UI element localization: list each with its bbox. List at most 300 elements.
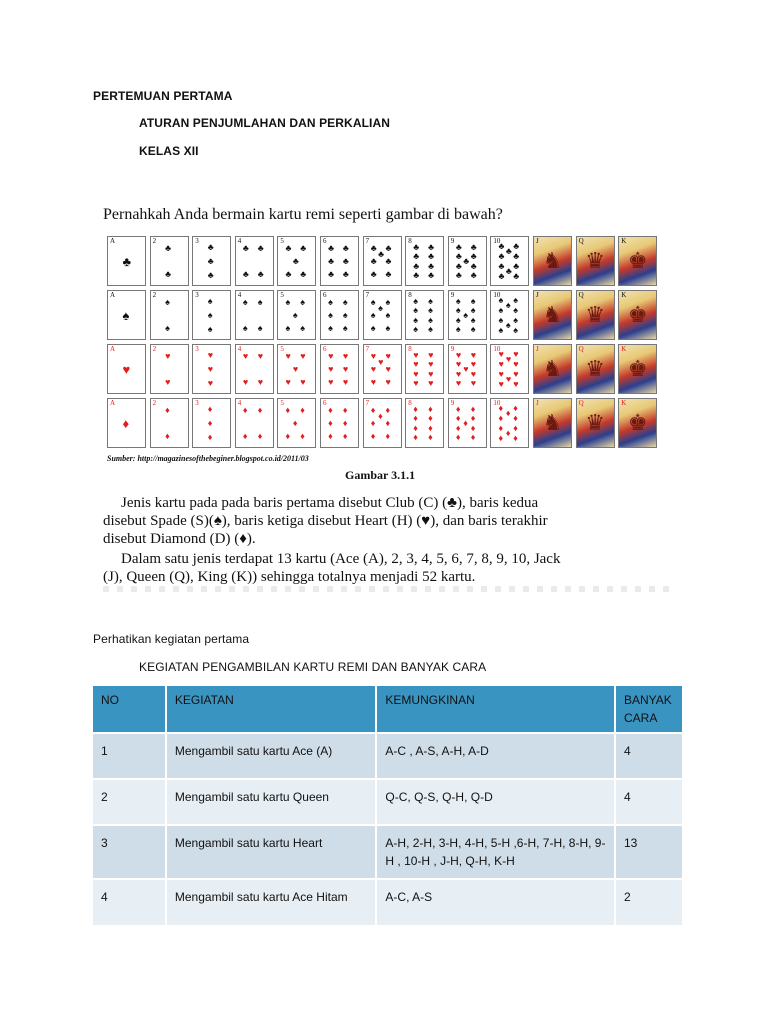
cell-kegiatan: Mengambil satu kartu Ace (A) — [166, 733, 377, 779]
suit-pip-icon: ♥ — [428, 359, 434, 370]
playing-card — [277, 398, 316, 448]
suit-pip-icon: ♦ — [342, 418, 348, 428]
suit-pip-icon: ♦ — [455, 432, 461, 443]
suit-pip-icon: ♦ — [300, 404, 305, 415]
suit-pip-icon: ♦ — [385, 418, 391, 428]
suit-pip-icon: ♠ — [413, 295, 419, 306]
figure-source: Sumber: http://magazinesofthebeginer.blogspot.co.id/2011/03 — [107, 454, 309, 463]
suit-pip-icon: ♦ — [370, 404, 376, 415]
face-card-icon: ♞ — [542, 356, 563, 381]
figure-caption: Gambar 3.1.1 — [345, 468, 416, 482]
card-rank: 8 — [408, 237, 412, 245]
suit-pip-icon: ♥ — [470, 378, 477, 389]
suit-pip-icon: ♦ — [165, 404, 170, 415]
cell-banyak-cara: 2 — [615, 879, 683, 925]
suit-pip-icon: ♥ — [207, 364, 214, 374]
suit-pip-icon: ♠ — [257, 296, 263, 307]
suit-pip-icon: ♥ — [285, 350, 291, 361]
suit-pip-icon: ♣ — [285, 242, 292, 253]
card-rank: 5 — [280, 237, 284, 245]
suit-pip-icon: ♣ — [513, 260, 520, 271]
cell-no: 4 — [93, 879, 166, 925]
suit-pip-icon: ♥ — [300, 377, 306, 388]
suit-pip-icon: ♦ — [207, 432, 213, 443]
suit-pip-icon: ♥ — [165, 377, 171, 388]
suit-pip-icon: ♣ — [428, 260, 434, 271]
playing-card — [576, 398, 615, 448]
suit-pip-icon: ♠ — [498, 305, 504, 316]
figure-paragraph-line: disebut Diamond (D) (♦). — [103, 531, 256, 547]
suit-pip-icon: ♣ — [370, 269, 377, 280]
suit-pip-icon: ♣ — [455, 251, 462, 262]
suit-pip-icon: ♥ — [370, 364, 377, 374]
playing-card — [107, 398, 146, 448]
suit-pip-icon: ♦ — [342, 431, 348, 442]
cell-kemungkinan: A-H, 2-H, 3-H, 4-H, 5-H ,6-H, 7-H, 8-H, 9-H , 10-H , J-H, Q-H, K-H — [376, 825, 615, 879]
card-rank: 5 — [280, 399, 284, 407]
suit-pip-icon: ♣ — [428, 241, 434, 252]
suit-pip-icon: ♠ — [505, 300, 511, 311]
card-rank: 2 — [152, 345, 157, 353]
suit-pip-icon: ♥ — [342, 350, 349, 361]
suit-pip-icon: ♥ — [455, 349, 462, 360]
card-figure — [103, 198, 669, 592]
suit-pip-icon: ♦ — [470, 403, 476, 414]
suit-pip-icon: ♦ — [413, 422, 418, 433]
suit-pip-icon: ♠ — [242, 323, 248, 334]
suit-pip-icon: ♣ — [378, 249, 384, 260]
card-rank: 4 — [237, 345, 242, 353]
suit-pip-icon: ♥ — [413, 368, 419, 379]
card-rank: J — [536, 237, 539, 245]
suit-pip-icon: ♥ — [292, 364, 299, 374]
cell-no: 3 — [93, 825, 166, 879]
card-rank: K — [621, 345, 627, 353]
playing-card — [448, 236, 487, 286]
header-kemungkinan: KEMUNGKINAN — [376, 686, 615, 733]
suit-pip-icon: ♠ — [428, 305, 433, 316]
suit-pip-icon: ♣ — [122, 254, 132, 269]
suit-pip-icon: ♥ — [428, 349, 434, 360]
card-rank: K — [621, 399, 627, 407]
suit-pip-icon: ♠ — [413, 305, 419, 316]
suit-pip-icon: ♣ — [470, 260, 477, 271]
suit-pip-icon: ♠ — [165, 323, 170, 334]
card-rank: Q — [578, 237, 584, 245]
playing-card — [618, 236, 657, 286]
suit-pip-icon: ♦ — [498, 433, 504, 444]
suit-pip-icon: ♥ — [165, 350, 171, 361]
card-rank: 6 — [323, 291, 327, 299]
suit-pip-icon: ♣ — [428, 270, 434, 281]
suit-pip-icon: ♣ — [370, 256, 377, 266]
suit-pip-icon: ♣ — [285, 269, 292, 280]
suit-pip-icon: ♠ — [257, 323, 263, 334]
playing-card — [192, 344, 231, 394]
suit-pip-icon: ♥ — [207, 378, 214, 389]
suit-pip-icon: ♠ — [470, 295, 476, 306]
card-rank: A — [110, 345, 116, 353]
card-rank: 8 — [408, 291, 412, 299]
card-rank: J — [536, 399, 539, 407]
suit-pip-icon: ♣ — [207, 256, 214, 266]
suit-pip-icon: ♦ — [463, 418, 468, 428]
instruction-text: Perhatikan kegiatan pertama — [93, 632, 250, 646]
suit-pip-icon: ♣ — [498, 251, 505, 262]
suit-pip-icon: ♠ — [413, 324, 419, 335]
suit-pip-icon: ♠ — [285, 323, 291, 334]
suit-pip-icon: ♦ — [328, 431, 333, 442]
suit-pip-icon: ♣ — [370, 242, 377, 253]
suit-pip-icon: ♠ — [513, 305, 519, 316]
cell-banyak-cara: 4 — [615, 733, 683, 779]
suit-pip-icon: ♣ — [292, 256, 299, 266]
playing-card — [150, 344, 189, 394]
suit-pip-icon: ♠ — [428, 295, 433, 306]
suit-pip-icon: ♣ — [300, 269, 307, 280]
cell-kemungkinan: A-C , A-S, A-H, A-D — [376, 733, 615, 779]
suit-pip-icon: ♥ — [463, 364, 469, 374]
suit-pip-icon: ♣ — [463, 256, 470, 266]
header-kegiatan: KEGIATAN — [166, 686, 377, 733]
playing-card — [533, 290, 572, 340]
suit-pip-icon: ♦ — [498, 413, 504, 424]
suit-pip-icon: ♠ — [378, 303, 383, 314]
suit-pip-icon: ♣ — [242, 242, 249, 253]
figure-paragraph-line: (J), Queen (Q), King (K)) sehingga totalnya menjadi 52 kartu. — [103, 569, 476, 585]
suit-pip-icon: ♦ — [285, 431, 291, 442]
suit-pip-icon: ♦ — [370, 418, 376, 428]
suit-pip-icon: ♠ — [385, 310, 391, 320]
playing-card — [150, 290, 189, 340]
header-banyak-cara: BANYAK CARA — [615, 686, 683, 733]
suit-pip-icon: ♠ — [207, 324, 213, 335]
playing-card — [576, 236, 615, 286]
suit-pip-icon: ♥ — [257, 377, 264, 388]
playing-card — [618, 290, 657, 340]
header-no: NO — [93, 686, 166, 733]
suit-pip-icon: ♦ — [257, 431, 263, 442]
card-rank: 2 — [152, 237, 157, 245]
suit-pip-icon: ♣ — [470, 270, 477, 281]
playing-card — [405, 236, 444, 286]
suit-pip-icon: ♣ — [207, 270, 214, 281]
suit-pip-icon: ♣ — [328, 269, 334, 280]
playing-card — [533, 344, 572, 394]
playing-card — [235, 290, 274, 340]
suit-pip-icon: ♣ — [455, 270, 462, 281]
suit-pip-icon: ♦ — [513, 413, 518, 424]
suit-pip-icon: ♣ — [513, 251, 520, 262]
suit-pip-icon: ♥ — [257, 350, 264, 361]
suit-pip-icon: ♦ — [513, 402, 518, 413]
card-rank: 3 — [195, 291, 199, 299]
card-rank: 2 — [152, 399, 157, 407]
playing-card — [363, 344, 402, 394]
suit-pip-icon: ♣ — [300, 242, 307, 253]
suit-pip-icon: ♦ — [413, 432, 418, 443]
suit-pip-icon: ♦ — [207, 418, 213, 428]
suit-pip-icon: ♣ — [513, 240, 520, 251]
suit-pip-icon: ♦ — [328, 418, 333, 428]
card-row — [107, 398, 661, 448]
suit-pip-icon: ♦ — [165, 431, 170, 442]
suit-pip-icon: ♦ — [505, 427, 511, 438]
playing-card — [490, 290, 529, 340]
card-rank: 6 — [323, 345, 327, 353]
card-rank: 9 — [450, 237, 455, 245]
suit-pip-icon: ♠ — [498, 325, 504, 336]
suit-pip-icon: ♣ — [413, 270, 420, 281]
suit-pip-icon: ♥ — [370, 350, 377, 361]
suit-pip-icon: ♠ — [242, 296, 248, 307]
suit-pip-icon: ♥ — [455, 368, 462, 379]
suit-pip-icon: ♠ — [470, 305, 476, 316]
suit-pip-icon: ♣ — [165, 242, 171, 253]
suit-pip-icon: ♣ — [328, 242, 334, 253]
cell-no: 2 — [93, 779, 166, 825]
suit-pip-icon: ♥ — [498, 359, 504, 370]
suit-pip-icon: ♣ — [513, 271, 520, 282]
suit-pip-icon: ♣ — [498, 240, 505, 251]
suit-pip-icon: ♠ — [455, 324, 461, 335]
card-rank: 2 — [152, 291, 157, 299]
cell-banyak-cara: 13 — [615, 825, 683, 879]
suit-pip-icon: ♦ — [428, 422, 433, 433]
card-rank: 10 — [493, 291, 501, 299]
playing-card — [618, 398, 657, 448]
suit-pip-icon: ♥ — [505, 373, 512, 384]
suit-pip-icon: ♠ — [505, 319, 511, 330]
suit-pip-icon: ♦ — [370, 431, 376, 442]
suit-pip-icon: ♣ — [257, 242, 264, 253]
card-rank: 5 — [280, 345, 284, 353]
heading-class: KELAS XII — [139, 144, 199, 158]
card-rank: 7 — [365, 237, 370, 245]
playing-card — [277, 344, 316, 394]
suit-pip-icon: ♦ — [498, 422, 504, 433]
suit-pip-icon: ♦ — [122, 416, 130, 431]
heading-pertemuan: PERTEMUAN PERTAMA — [93, 89, 233, 103]
suit-pip-icon: ♦ — [378, 411, 383, 422]
suit-pip-icon: ♠ — [455, 305, 461, 316]
card-rank: J — [536, 291, 539, 299]
suit-pip-icon: ♦ — [470, 413, 476, 424]
card-rank: A — [110, 291, 116, 299]
playing-card — [405, 290, 444, 340]
suit-pip-icon: ♣ — [342, 256, 349, 266]
figure-paragraph-line: Jenis kartu pada pada baris pertama disebut Club (C) (♣), baris kedua — [121, 495, 539, 511]
playing-card — [533, 398, 572, 448]
suit-pip-icon: ♠ — [470, 324, 476, 335]
card-rank: J — [536, 345, 539, 353]
playing-card — [576, 344, 615, 394]
playing-card — [448, 344, 487, 394]
suit-pip-icon: ♠ — [513, 314, 519, 325]
card-rank: Q — [578, 291, 584, 299]
suit-pip-icon: ♥ — [505, 354, 512, 365]
suit-pip-icon: ♦ — [328, 404, 333, 415]
card-rank: 10 — [493, 237, 501, 245]
suit-pip-icon: ♦ — [242, 431, 248, 442]
face-card-icon: ♚ — [627, 410, 648, 435]
card-rank: 9 — [450, 291, 455, 299]
suit-pip-icon: ♥ — [470, 359, 477, 370]
suit-pip-icon: ♠ — [463, 310, 469, 320]
card-rank: K — [621, 237, 627, 245]
playing-card — [363, 236, 402, 286]
suit-pip-icon: ♦ — [470, 432, 476, 443]
suit-pip-icon: ♣ — [257, 269, 264, 280]
suit-pip-icon: ♣ — [455, 260, 462, 271]
suit-pip-icon: ♠ — [165, 296, 170, 307]
card-rank: A — [110, 399, 116, 407]
card-rank: Q — [578, 345, 584, 353]
suit-pip-icon: ♣ — [413, 241, 420, 252]
suit-pip-icon: ♥ — [385, 350, 391, 361]
suit-pip-icon: ♠ — [207, 295, 213, 306]
suit-pip-icon: ♥ — [207, 349, 214, 360]
suit-pip-icon: ♣ — [505, 265, 512, 276]
playing-card — [277, 290, 316, 340]
table-row — [93, 879, 683, 925]
suit-pip-icon: ♠ — [455, 314, 461, 325]
suit-pip-icon: ♣ — [165, 269, 171, 280]
suit-pip-icon: ♦ — [498, 402, 504, 413]
suit-pip-icon: ♥ — [413, 359, 419, 370]
suit-pip-icon: ♦ — [455, 403, 461, 414]
card-rank: 8 — [408, 399, 412, 407]
suit-pip-icon: ♠ — [413, 314, 419, 325]
suit-pip-icon: ♥ — [455, 359, 462, 370]
card-rank: 5 — [280, 291, 284, 299]
suit-pip-icon: ♣ — [385, 269, 392, 280]
playing-card — [405, 398, 444, 448]
suit-pip-icon: ♥ — [513, 368, 519, 379]
suit-pip-icon: ♠ — [370, 310, 376, 320]
heading-topic: ATURAN PENJUMLAHAN DAN PERKALIAN — [139, 116, 390, 130]
playing-card — [235, 398, 274, 448]
suit-pip-icon: ♣ — [455, 241, 462, 252]
card-rank: 9 — [450, 399, 455, 407]
playing-card — [490, 344, 529, 394]
card-rank: 6 — [323, 399, 327, 407]
suit-pip-icon: ♥ — [455, 378, 462, 389]
playing-card — [192, 236, 231, 286]
suit-pip-icon: ♠ — [285, 296, 291, 307]
playing-card — [448, 290, 487, 340]
playing-card — [533, 236, 572, 286]
card-rank: 4 — [237, 237, 242, 245]
suit-pip-icon: ♠ — [513, 294, 519, 305]
table-header-row — [93, 686, 683, 733]
card-rank: 8 — [408, 345, 412, 353]
playing-card — [192, 290, 231, 340]
face-card-icon: ♚ — [627, 302, 648, 327]
figure-cut-edge — [103, 586, 669, 592]
suit-pip-icon: ♥ — [385, 364, 391, 374]
suit-pip-icon: ♠ — [370, 323, 376, 334]
suit-pip-icon: ♦ — [300, 431, 305, 442]
face-card-icon: ♞ — [542, 248, 563, 273]
card-rank: Q — [578, 399, 584, 407]
suit-pip-icon: ♥ — [413, 378, 419, 389]
suit-pip-icon: ♥ — [470, 368, 477, 379]
suit-pip-icon: ♣ — [328, 256, 334, 266]
suit-pip-icon: ♠ — [328, 323, 333, 334]
suit-pip-icon: ♦ — [285, 404, 291, 415]
suit-pip-icon: ♣ — [413, 251, 420, 262]
suit-pip-icon: ♥ — [242, 350, 249, 361]
card-rank: 10 — [493, 345, 501, 353]
playing-card — [490, 236, 529, 286]
card-rank: 7 — [365, 345, 370, 353]
suit-pip-icon: ♦ — [505, 408, 511, 419]
cell-kegiatan: Mengambil satu kartu Ace Hitam — [166, 879, 377, 925]
suit-pip-icon: ♣ — [207, 241, 214, 252]
suit-pip-icon: ♥ — [328, 364, 334, 374]
suit-pip-icon: ♦ — [428, 403, 433, 414]
suit-pip-icon: ♦ — [455, 413, 461, 424]
card-row — [107, 236, 661, 286]
suit-pip-icon: ♥ — [470, 349, 477, 360]
suit-pip-icon: ♣ — [498, 271, 505, 282]
face-card-icon: ♛ — [585, 410, 605, 435]
playing-card — [490, 398, 529, 448]
suit-pip-icon: ♣ — [413, 260, 420, 271]
suit-pip-icon: ♦ — [413, 403, 418, 414]
playing-card — [320, 290, 359, 340]
card-rank: 4 — [237, 291, 242, 299]
suit-pip-icon: ♦ — [428, 432, 433, 443]
suit-pip-icon: ♥ — [370, 377, 377, 388]
suit-pip-icon: ♠ — [342, 323, 348, 334]
suit-pip-icon: ♠ — [342, 310, 348, 320]
suit-pip-icon: ♥ — [242, 377, 249, 388]
suit-pip-icon: ♥ — [342, 377, 349, 388]
suit-pip-icon: ♠ — [498, 314, 504, 325]
figure-paragraph-line: Dalam satu jenis terdapat 13 kartu (Ace (A), 2, 3, 4, 5, 6, 7, 8, 9, 10, Jack — [121, 551, 561, 567]
playing-card — [107, 290, 146, 340]
face-card-icon: ♞ — [542, 302, 563, 327]
playing-card — [576, 290, 615, 340]
suit-pip-icon: ♣ — [385, 242, 392, 253]
playing-card — [320, 398, 359, 448]
table-row — [93, 779, 683, 825]
suit-pip-icon: ♦ — [470, 422, 476, 433]
suit-pip-icon: ♥ — [342, 364, 349, 374]
playing-card — [150, 398, 189, 448]
table-title: KEGIATAN PENGAMBILAN KARTU REMI DAN BANYAK CARA — [139, 660, 487, 674]
suit-pip-icon: ♥ — [498, 368, 504, 379]
suit-pip-icon: ♠ — [328, 310, 333, 320]
suit-pip-icon: ♠ — [470, 314, 476, 325]
card-rank: 9 — [450, 345, 455, 353]
card-rank: 3 — [195, 237, 199, 245]
playing-card — [107, 344, 146, 394]
suit-pip-icon: ♥ — [122, 362, 131, 377]
suit-pip-icon: ♠ — [207, 310, 213, 320]
figure-question: Pernahkah Anda bermain kartu remi seperti gambar di bawah? — [103, 206, 503, 223]
playing-card — [107, 236, 146, 286]
card-rank: K — [621, 291, 627, 299]
playing-card — [150, 236, 189, 286]
suit-pip-icon: ♦ — [257, 404, 263, 415]
suit-pip-icon: ♦ — [385, 431, 391, 442]
cell-banyak-cara: 4 — [615, 779, 683, 825]
playing-card — [618, 344, 657, 394]
suit-pip-icon: ♣ — [242, 269, 249, 280]
